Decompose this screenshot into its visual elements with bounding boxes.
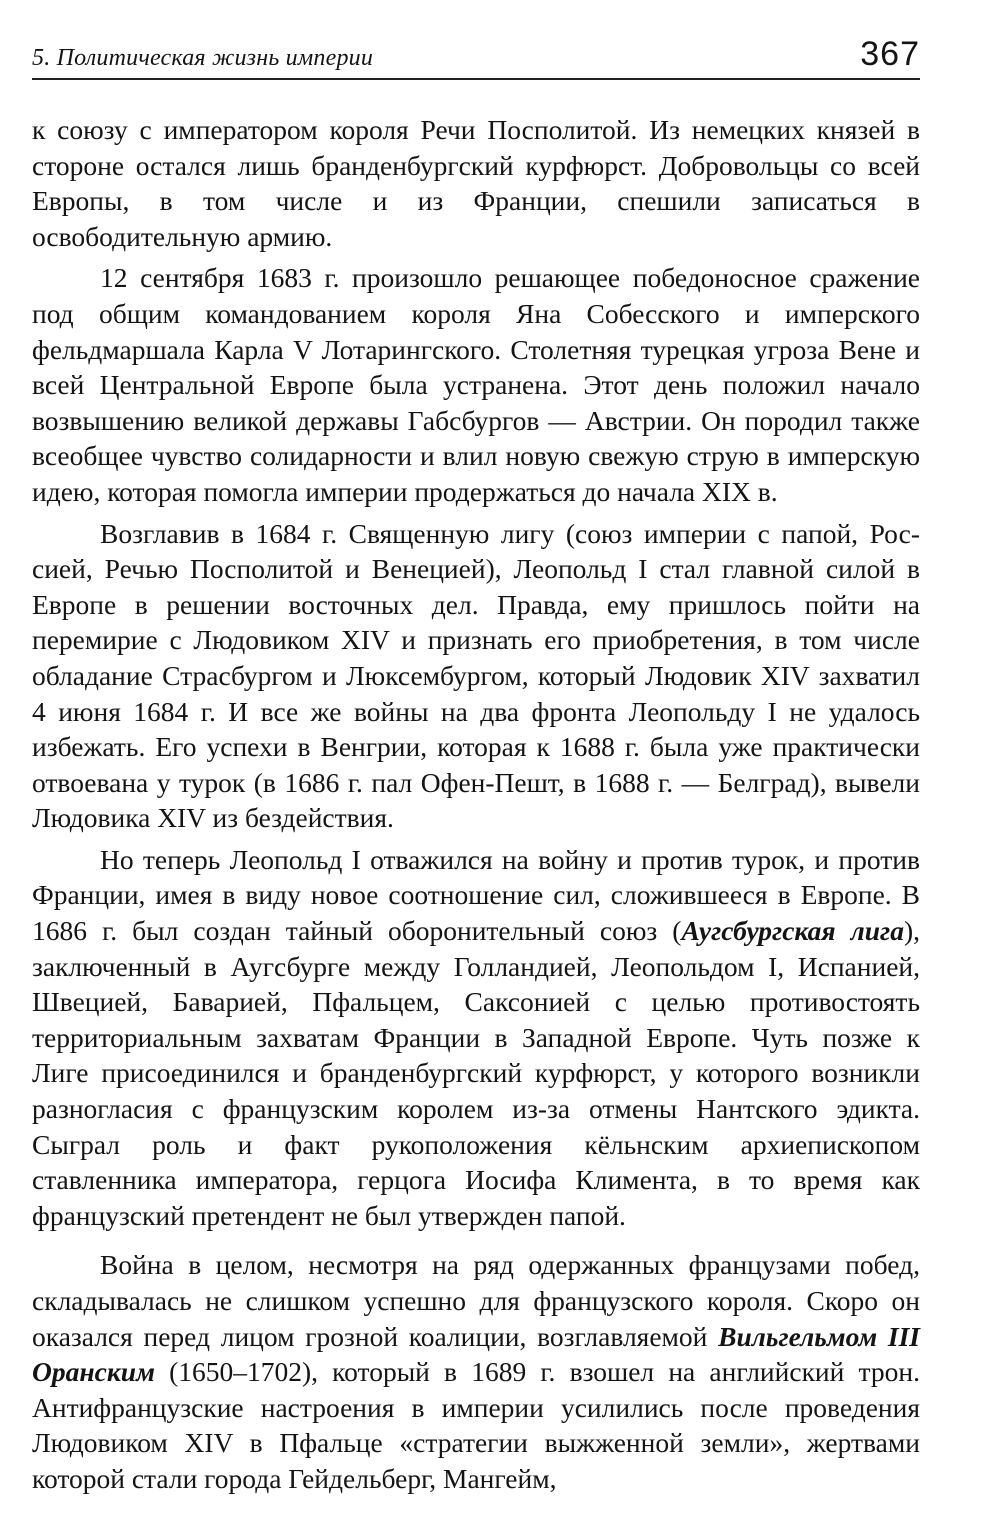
paragraph-1 (32, 112, 920, 254)
section-title: 5. Политическая жизнь империи (32, 45, 374, 71)
paragraph-3 (32, 516, 920, 836)
paragraph-text: ), заключенный в Аугсбурге между Голландией, Леопольдом I, Испанией, Швецией, Баварией, Пфальцем, Саксонией с целью противостоять территориальным захватам Франции в Западной Европе. Чуть позже к Лиге присоединился и бранденбургский курфюрст, у которого возникли разногласия с французским королем из-за отмены Нантского эдикта. Сыграл роль и факт рукоположения кёльнским архиепископом ставленника императора, герцога Иосифа Климента, в то время как французский претендент не был утвержден папой. (32, 915, 920, 1231)
paragraph-text: Война в целом, несмотря на ряд одержанных французами побед, складывалась не слишком успешно для французского короля. Скоро он оказался перед лицом грозной коалиции, возглавляемой (32, 1249, 920, 1352)
paragraph-2 (32, 260, 920, 509)
paragraph-text: Но теперь Леопольд I отважился на войну и против турок, и против Франции, имея в виду новое соотношение сил, сложившееся в Европе. В 1686 г. был создан тайный оборонительный союз ( (32, 843, 920, 947)
page-number: 367 (860, 35, 920, 73)
paragraph-4 (32, 842, 920, 1234)
emphasis-term: Аугсбургская лига (681, 915, 904, 947)
emphasis-term: Вильгельмом III Оранским (32, 1320, 920, 1388)
paragraph-text: к союзу с императором короля Речи Посполитой. Из немецких князей в стороне остался лишь бранденбургский курфюрст. Добровольцы со всей Европы, в том числе и из Франции, спешили записаться в освободительную армию. (32, 114, 920, 252)
running-header (32, 28, 920, 80)
paragraph-text: Возглавив в 1684 г. Священную лигу (союз империи с папой, Россией, Речью Посполитой и Венецией), Леопольд I стал главной силой в Европе в решении восточных дел. Правда, ему пришлось пойти на перемирие с Людовиком XIV и признать его приобретения, в том числе обладание Страсбургом и Люксембургом, который Людовик XIV захватил 4 июня 1684 г. И все же войны на два фронта Леопольду I не удалось избежать. Его успехи в Венгрии, которая к 1688 г. была уже практически отвоевана у турок (в 1686 г. пал Офен-Пешт, в 1688 г. — Белград), вывели Людовика XIV из бездействия. (32, 517, 920, 834)
paragraph-text: (1650–1702), который в 1689 г. взошел на английский трон. Антифранцузские настроения в империи усилились после проведения Людовиком XIV в Пфальце «стратегии выжженной земли», жертвами которой стали города Гейдельберг, Мангейм, (32, 1356, 920, 1494)
paragraph-text: 12 сентября 1683 г. произошло решающее победоносное сражение под общим командованием короля Яна Собесского и имперского фельдмаршала Карла V Лотарингского. Столетняя турецкая угроза Вене и всей Центральной Европе была устранена. Этот день положил начало возвышению великой державы Габсбургов — Австрии. Он породил также всеобщее чувство солидарности и влил новую свежую струю в имперскую идею, которая помогла империи продержаться до начала XIX в. (32, 262, 920, 507)
body-text (32, 112, 920, 1503)
paragraph-5 (32, 1247, 920, 1496)
